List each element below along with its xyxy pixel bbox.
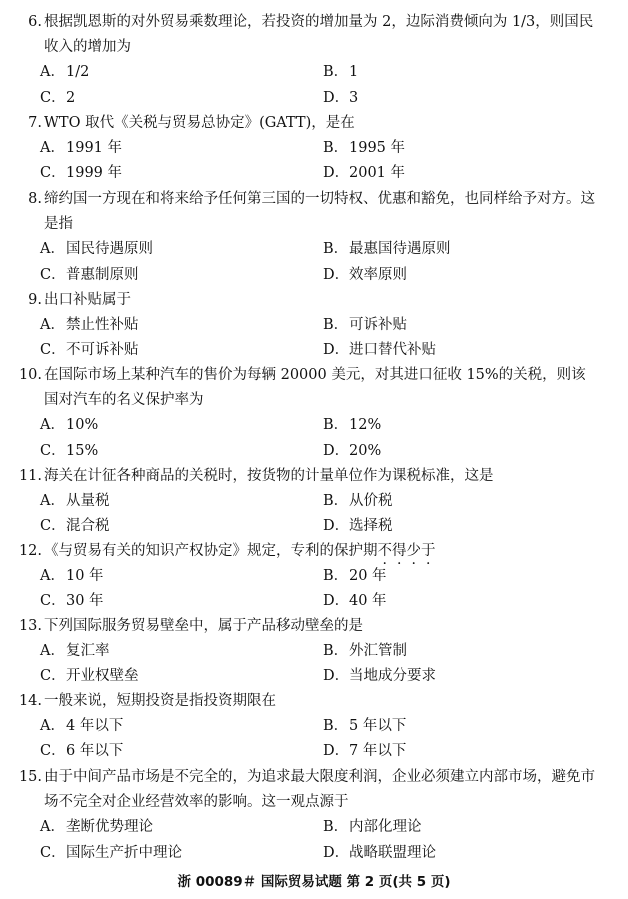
question-number: 7. bbox=[28, 115, 42, 131]
option-c bbox=[40, 263, 139, 288]
question-text: 缔约国一方现在和将来给予任何第三国的一切特权、优惠和豁免，也同样给予对方。这是指 bbox=[44, 191, 595, 233]
option-letter: C． bbox=[40, 518, 66, 535]
option-c bbox=[40, 739, 123, 764]
question-text bbox=[42, 539, 600, 564]
option-a bbox=[40, 60, 89, 85]
option-row bbox=[0, 313, 628, 338]
question-text: 海关在计征各种商品的关税时，按货物的计量单位作为课税标准，这是 bbox=[44, 468, 494, 484]
option-letter: B． bbox=[323, 140, 349, 157]
question-stem bbox=[0, 10, 628, 60]
option-d bbox=[323, 161, 405, 186]
question-stem bbox=[0, 539, 628, 564]
option-text: 国民待遇原则 bbox=[66, 241, 153, 258]
question-number: 11. bbox=[18, 468, 42, 484]
option-row bbox=[0, 589, 628, 614]
option-text: 2001 年 bbox=[349, 165, 406, 182]
option-a bbox=[40, 313, 139, 338]
option-c bbox=[40, 589, 104, 614]
option-letter: C． bbox=[40, 442, 66, 459]
question-text: 在国际市场上某种汽车的售价为每辆 20000 美元，对其进口征收 15%的关税，则该国对汽车的名义保护率为 bbox=[44, 367, 586, 409]
option-b bbox=[323, 639, 407, 664]
option-a bbox=[40, 489, 110, 514]
option-text: 外汇管制 bbox=[349, 643, 407, 660]
option-c bbox=[40, 841, 182, 866]
question-stem bbox=[0, 464, 628, 489]
option-text: 20 年 bbox=[349, 568, 387, 585]
emphasis-char: 不 bbox=[377, 543, 392, 559]
option-letter: D． bbox=[323, 165, 350, 182]
option-letter: C． bbox=[40, 593, 66, 610]
option-c bbox=[40, 439, 98, 464]
question-stem bbox=[0, 689, 628, 714]
option-a bbox=[40, 564, 104, 589]
question-number: 6. bbox=[28, 14, 42, 30]
option-letter: B． bbox=[323, 317, 349, 334]
option-letter: B． bbox=[323, 819, 349, 836]
option-row bbox=[0, 263, 628, 288]
option-row bbox=[0, 86, 628, 111]
option-text: 混合税 bbox=[66, 518, 110, 535]
option-text: 15% bbox=[66, 442, 99, 459]
option-d bbox=[323, 338, 436, 363]
option-d bbox=[323, 439, 381, 464]
option-a bbox=[40, 815, 153, 840]
option-c bbox=[40, 338, 139, 363]
option-letter: C． bbox=[40, 266, 66, 283]
option-letter: A． bbox=[40, 493, 65, 510]
option-letter: A． bbox=[40, 718, 65, 735]
option-text: 20% bbox=[349, 442, 382, 459]
question-6 bbox=[0, 10, 628, 111]
question-number: 13. bbox=[18, 618, 42, 634]
question-text: 由于中间产品市场是不完全的，为追求最大限度利润，企业必须建立内部市场，避免市场不完全对企业经营效率的影响。这一观点源于 bbox=[44, 769, 595, 811]
question-8 bbox=[0, 187, 628, 288]
question-text: 一般来说，短期投资是指投资期限在 bbox=[44, 693, 276, 709]
question-stem bbox=[0, 111, 628, 136]
question-text: WTO 取代《关税与贸易总协定》(GATT)，是在 bbox=[44, 115, 355, 131]
option-letter: C． bbox=[40, 668, 66, 685]
option-text: 当地成分要求 bbox=[349, 668, 436, 685]
option-d bbox=[323, 589, 387, 614]
question-stem bbox=[0, 187, 628, 237]
option-row bbox=[0, 60, 628, 85]
option-row bbox=[0, 514, 628, 539]
option-letter: A． bbox=[40, 64, 65, 81]
option-text: 从量税 bbox=[66, 493, 110, 510]
option-text: 3 bbox=[349, 89, 359, 106]
option-row bbox=[0, 714, 628, 739]
page-footer: 浙 00089＃ 国际贸易试题 第 2 页(共 5 页) bbox=[177, 874, 451, 890]
option-letter: C． bbox=[40, 844, 66, 861]
question-11 bbox=[0, 464, 628, 540]
option-text: 5 年以下 bbox=[349, 718, 407, 735]
emphasis-char: 少 bbox=[406, 543, 421, 559]
option-letter: C． bbox=[40, 89, 66, 106]
option-text: 7 年以下 bbox=[349, 743, 407, 760]
option-row bbox=[0, 136, 628, 161]
option-b bbox=[323, 237, 451, 262]
option-row bbox=[0, 161, 628, 186]
option-c bbox=[40, 86, 75, 111]
option-b bbox=[323, 60, 358, 85]
option-row bbox=[0, 237, 628, 262]
emphasis-char: 于 bbox=[421, 543, 436, 559]
option-b bbox=[323, 714, 406, 739]
option-a bbox=[40, 413, 98, 438]
option-c bbox=[40, 664, 139, 689]
option-letter: A． bbox=[40, 819, 65, 836]
option-letter: D． bbox=[323, 442, 350, 459]
option-d bbox=[323, 664, 436, 689]
option-text: 垄断优势理论 bbox=[66, 819, 153, 836]
question-number: 14. bbox=[18, 693, 42, 709]
option-text: 最惠国待遇原则 bbox=[349, 241, 451, 258]
question-15 bbox=[0, 765, 628, 866]
question-14 bbox=[0, 689, 628, 765]
question-number: 9. bbox=[28, 292, 42, 308]
option-text: 进口替代补贴 bbox=[349, 342, 436, 359]
question-number: 15. bbox=[18, 769, 42, 785]
option-text: 4 年以下 bbox=[66, 718, 124, 735]
option-text: 可诉补贴 bbox=[349, 317, 407, 334]
option-row bbox=[0, 413, 628, 438]
question-text: 出口补贴属于 bbox=[44, 292, 131, 308]
option-c bbox=[40, 514, 110, 539]
option-text: 30 年 bbox=[66, 593, 104, 610]
option-letter: D． bbox=[323, 668, 350, 685]
option-letter: C． bbox=[40, 165, 66, 182]
option-letter: B． bbox=[323, 64, 349, 81]
option-letter: A． bbox=[40, 241, 65, 258]
question-10 bbox=[0, 363, 628, 464]
option-letter: B． bbox=[323, 643, 349, 660]
option-letter: D． bbox=[323, 342, 350, 359]
option-text: 1/2 bbox=[66, 64, 90, 81]
option-letter: A． bbox=[40, 417, 65, 434]
option-b bbox=[323, 489, 393, 514]
option-text: 开业权壁垒 bbox=[66, 668, 139, 685]
question-text-main: 《与贸易有关的知识产权协定》规定，专利的保护期 bbox=[44, 543, 378, 559]
option-letter: B． bbox=[323, 417, 349, 434]
option-text: 复汇率 bbox=[66, 643, 110, 660]
option-letter: D． bbox=[323, 593, 350, 610]
option-b bbox=[323, 815, 422, 840]
option-text: 内部化理论 bbox=[349, 819, 422, 836]
option-letter: D． bbox=[323, 266, 350, 283]
option-text: 选择税 bbox=[349, 518, 393, 535]
option-letter: D． bbox=[323, 89, 350, 106]
question-stem bbox=[0, 363, 628, 413]
option-text: 1999 年 bbox=[66, 165, 123, 182]
option-letter: B． bbox=[323, 241, 349, 258]
option-row bbox=[0, 841, 628, 866]
question-9 bbox=[0, 288, 628, 364]
option-b bbox=[323, 136, 405, 161]
option-row bbox=[0, 338, 628, 363]
option-text: 战略联盟理论 bbox=[349, 844, 436, 861]
question-text: 下列国际服务贸易壁垒中，属于产品移动壁垒的是 bbox=[44, 618, 363, 634]
option-row bbox=[0, 564, 628, 589]
option-b bbox=[323, 413, 381, 438]
question-stem bbox=[0, 614, 628, 639]
option-text: 10 年 bbox=[66, 568, 104, 585]
option-row bbox=[0, 489, 628, 514]
option-d bbox=[323, 841, 436, 866]
question-number: 12. bbox=[18, 543, 42, 559]
option-text: 禁止性补贴 bbox=[66, 317, 139, 334]
question-stem bbox=[0, 288, 628, 313]
option-row bbox=[0, 739, 628, 764]
question-12 bbox=[0, 539, 628, 615]
option-d bbox=[323, 739, 406, 764]
question-text: 根据凯恩斯的对外贸易乘数理论，若投资的增加量为 2，边际消费倾向为 1/3，则国民收入的增加为 bbox=[44, 14, 594, 56]
option-b bbox=[323, 564, 387, 589]
option-row bbox=[0, 639, 628, 664]
option-letter: D． bbox=[323, 518, 350, 535]
option-a bbox=[40, 237, 153, 262]
option-letter: C． bbox=[40, 743, 66, 760]
option-d bbox=[323, 86, 358, 111]
option-text: 效率原则 bbox=[349, 266, 407, 283]
option-letter: D． bbox=[323, 743, 350, 760]
option-letter: A． bbox=[40, 643, 65, 660]
option-text: 12% bbox=[349, 417, 382, 434]
question-number: 10. bbox=[18, 367, 42, 383]
option-a bbox=[40, 714, 123, 739]
question-7 bbox=[0, 111, 628, 187]
option-letter: B． bbox=[323, 568, 349, 585]
option-c bbox=[40, 161, 122, 186]
option-text: 1995 年 bbox=[349, 140, 406, 157]
option-text: 从价税 bbox=[349, 493, 393, 510]
option-d bbox=[323, 514, 393, 539]
option-letter: A． bbox=[40, 568, 65, 585]
option-letter: A． bbox=[40, 140, 65, 157]
option-letter: C． bbox=[40, 342, 66, 359]
option-text: 2 bbox=[66, 89, 76, 106]
option-d bbox=[323, 263, 407, 288]
option-letter: A． bbox=[40, 317, 65, 334]
option-letter: D． bbox=[323, 844, 350, 861]
option-row bbox=[0, 439, 628, 464]
emphasis-char: 得 bbox=[392, 543, 407, 559]
option-text: 1991 年 bbox=[66, 140, 123, 157]
option-row bbox=[0, 664, 628, 689]
option-text: 1 bbox=[349, 64, 359, 81]
option-text: 不可诉补贴 bbox=[66, 342, 139, 359]
option-letter: B． bbox=[323, 718, 349, 735]
option-text: 国际生产折中理论 bbox=[66, 844, 182, 861]
option-b bbox=[323, 313, 407, 338]
option-row bbox=[0, 815, 628, 840]
option-letter: B． bbox=[323, 493, 349, 510]
option-a bbox=[40, 136, 122, 161]
question-stem bbox=[0, 765, 628, 815]
option-text: 10% bbox=[66, 417, 99, 434]
option-a bbox=[40, 639, 110, 664]
question-number: 8. bbox=[28, 191, 42, 207]
question-13 bbox=[0, 614, 628, 690]
option-text: 40 年 bbox=[349, 593, 387, 610]
option-text: 普惠制原则 bbox=[66, 266, 139, 283]
option-text: 6 年以下 bbox=[66, 743, 124, 760]
